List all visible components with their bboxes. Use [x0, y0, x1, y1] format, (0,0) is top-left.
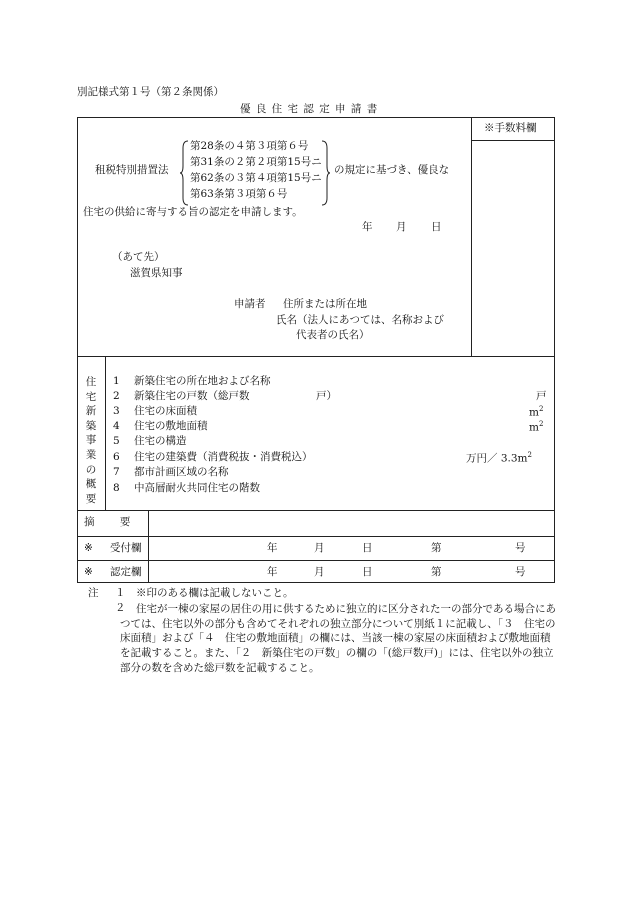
item-6-num: 6: [113, 451, 120, 463]
item-3-unit-sup: 2: [538, 405, 544, 413]
reception-year: 年: [267, 542, 278, 554]
law-name: 租税特別措置法: [95, 164, 169, 176]
outline-top-line: [77, 356, 555, 357]
item-7-num: 7: [113, 466, 120, 478]
certification-day: 日: [362, 566, 373, 578]
note-1-text: ※印のある欄は記載しないこと。: [136, 587, 294, 599]
item-3-unit: [529, 405, 543, 419]
certification-no-suffix: 号: [515, 566, 526, 578]
fee-header: ※手数料欄: [484, 122, 537, 134]
certification-no-prefix: 第: [431, 566, 442, 578]
law-article-1: 第28条の４第３項第６号: [190, 140, 309, 152]
document-title: 優 良 住 宅 認 定 申 請 書: [240, 103, 379, 115]
item-7-text: 都市計画区域の名称: [134, 466, 229, 478]
certification-label: 認定欄: [110, 566, 142, 578]
item-2-mid: 戸）: [316, 390, 337, 402]
request-line: 住宅の供給に寄与する旨の認定を申請します。: [83, 206, 303, 218]
name-label: 氏名（法人にあつては、名称および: [276, 314, 444, 326]
item-5-text: 住宅の構造: [134, 435, 187, 447]
item-4-unit-sup: 2: [538, 420, 544, 428]
note-1-num: １: [115, 587, 126, 599]
form-label: 別記様式第１号（第２条関係）: [77, 86, 224, 98]
note-2-num: ２: [115, 602, 126, 614]
left-brace: [180, 140, 190, 206]
law-article-4: 第63条第３項第６号: [190, 188, 288, 200]
fee-column-divider: [471, 117, 472, 356]
item-4-unit: [529, 420, 543, 434]
item-4-num: 4: [113, 420, 120, 432]
item-2-text: 新築住宅の戸数（総戸数: [134, 390, 250, 402]
item-3-text: 住宅の床面積: [134, 405, 197, 417]
item-8-num: 8: [113, 482, 120, 494]
certification-mark: ※: [84, 566, 93, 578]
item-3-num: 3: [113, 405, 120, 417]
remarks-label: 摘 要: [84, 516, 131, 528]
item-2-num: 2: [113, 390, 120, 402]
item-3-unit-base: m: [529, 406, 539, 419]
applicant-label: 申請者: [234, 298, 266, 310]
item-2-unit: 戸: [536, 390, 547, 402]
fee-header-line: [471, 140, 555, 141]
note-2-text: 住宅が一棟の家屋の居住の用に供するために独立的に区分された一の部分である場合にあつては、住宅以外の部分も含めてそれぞれの独立部分について別紙１に記載し、「３ 住宅の床面積」および「４ 住宅の敷地面積」の欄には、当該一棟の家屋の床面積および敷地面積を記載すること。また、「２ 新築住宅の戸数」の欄の「(総戸数戸)」には、住宅以外の独立部分の数を含めた総戸数を記載すること。: [120, 603, 556, 674]
outline-label-divider: [105, 356, 106, 510]
item-4-text: 住宅の敷地面積: [134, 420, 208, 432]
certification-year: 年: [267, 566, 278, 578]
outline-label: 住宅新築事業の概要: [85, 376, 97, 505]
bottom-label-divider: [148, 510, 149, 583]
date-month: 月: [396, 221, 407, 233]
date-year: 年: [362, 221, 373, 233]
law-article-2: 第31条の２第２項第15号ニ: [190, 156, 322, 168]
item-5-num: 5: [113, 435, 120, 447]
item-6-text: 住宅の建築費（消費税抜・消費税込）: [134, 451, 313, 463]
item-4-unit-base: m: [529, 421, 539, 434]
addressee: 滋賀県知事: [130, 267, 183, 279]
addressee-label: （あて先）: [112, 251, 165, 263]
reception-label: 受付欄: [110, 542, 142, 554]
notes-label: 注: [88, 587, 99, 599]
item-6-unit-base: 万円／ 3.3m: [466, 452, 528, 465]
name-label-2: 代表者の氏名）: [296, 329, 370, 341]
reception-day: 日: [362, 542, 373, 554]
item-1-text: 新築住宅の所在地および名称: [134, 375, 271, 387]
reception-mark: ※: [84, 542, 93, 554]
date-day: 日: [431, 221, 442, 233]
item-6-unit-sup: 2: [527, 451, 532, 459]
item-1-num: 1: [113, 375, 120, 387]
law-suffix: の規定に基づき、優良な: [334, 164, 450, 176]
item-6-unit: [466, 451, 532, 465]
item-8-text: 中高層耐火共同住宅の階数: [134, 482, 260, 494]
right-brace: [321, 140, 331, 206]
address-label: 住所または所在地: [283, 298, 367, 310]
reception-no-prefix: 第: [431, 542, 442, 554]
reception-no-suffix: 号: [515, 542, 526, 554]
reception-month: 月: [314, 542, 325, 554]
law-article-3: 第62条の３第４項第15号ニ: [190, 172, 322, 184]
certification-month: 月: [314, 566, 325, 578]
